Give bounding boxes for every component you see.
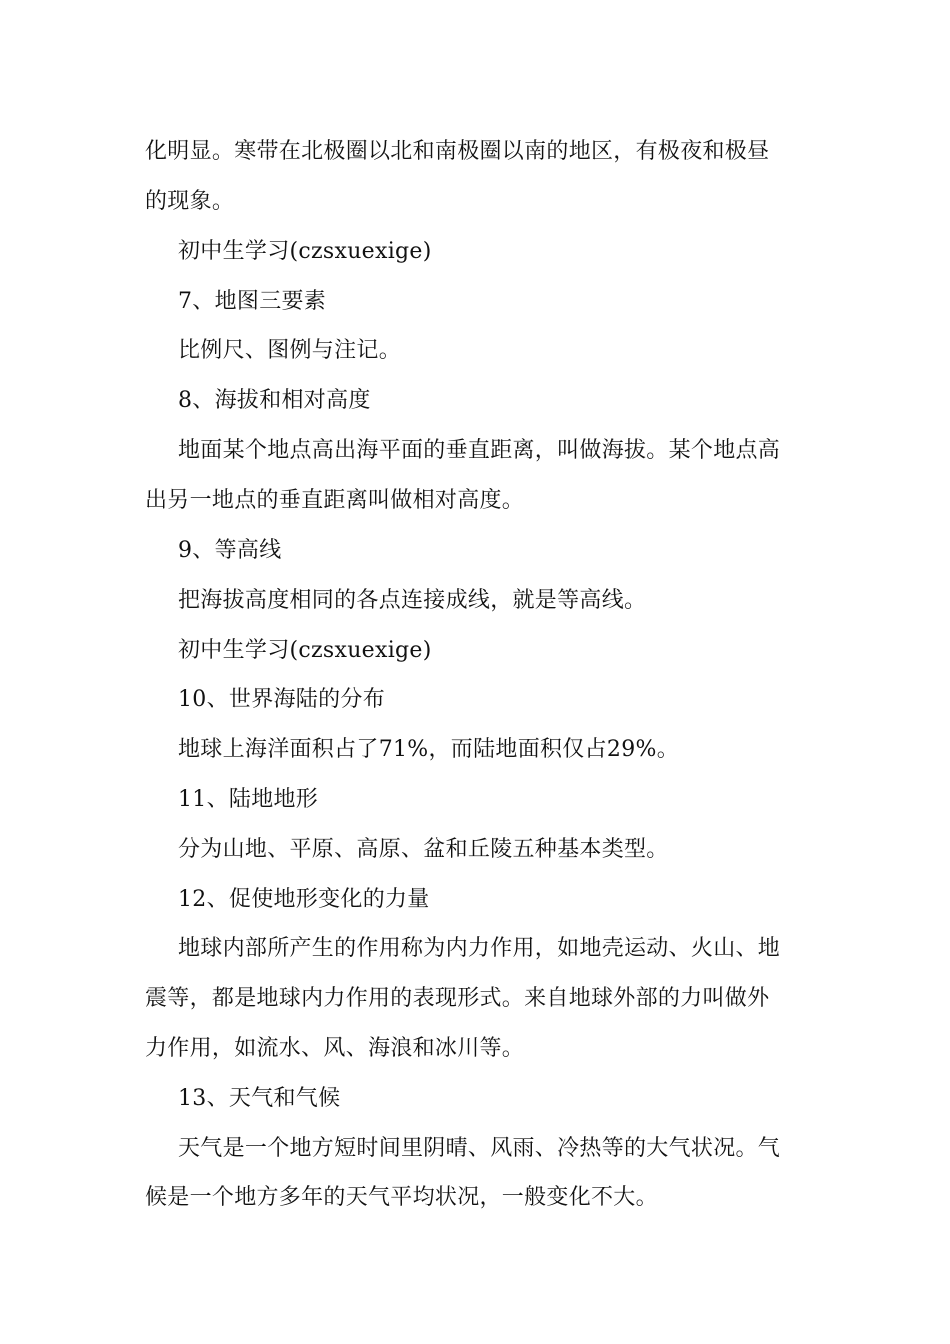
paragraph-line: 候是一个地方多年的天气平均状况，一般变化不大。 (145, 1185, 658, 1210)
source-note: 初中生学习(czsxuexige) (178, 239, 432, 264)
source-note: 初中生学习(czsxuexige) (178, 638, 432, 663)
paragraph-line: 比例尺、图例与注记。 (178, 338, 402, 363)
paragraph-line: 的现象。 (145, 189, 235, 214)
paragraph-line: 出另一地点的垂直距离叫做相对高度。 (145, 488, 525, 513)
section-heading: 8、海拔和相对高度 (178, 388, 371, 413)
paragraph-line: 化明显。寒带在北极圈以北和南极圈以南的地区，有极夜和极昼 (145, 139, 770, 164)
section-heading: 13、天气和气候 (178, 1086, 341, 1111)
section-heading: 12、促使地形变化的力量 (178, 887, 430, 912)
paragraph-line: 天气是一个地方短时间里阴晴、风雨、冷热等的大气状况。气 (178, 1136, 781, 1161)
section-heading: 7、地图三要素 (178, 289, 327, 314)
section-heading: 11、陆地地形 (178, 787, 319, 812)
paragraph-line: 力作用，如流水、风、海浪和冰川等。 (145, 1036, 525, 1061)
paragraph-line: 地球上海洋面积占了71%，而陆地面积仅占29%。 (178, 737, 679, 762)
paragraph-line: 地球内部所产生的作用称为内力作用，如地壳运动、火山、地 (178, 936, 781, 961)
paragraph-line: 分为山地、平原、高原、盆和丘陵五种基本类型。 (178, 837, 669, 862)
paragraph-line: 震等，都是地球内力作用的表现形式。来自地球外部的力叫做外 (145, 986, 770, 1011)
section-heading: 10、世界海陆的分布 (178, 687, 385, 712)
paragraph-line: 把海拔高度相同的各点连接成线，就是等高线。 (178, 588, 647, 613)
paragraph-line: 地面某个地点高出海平面的垂直距离，叫做海拔。某个地点高 (178, 438, 781, 463)
section-heading: 9、等高线 (178, 538, 282, 563)
